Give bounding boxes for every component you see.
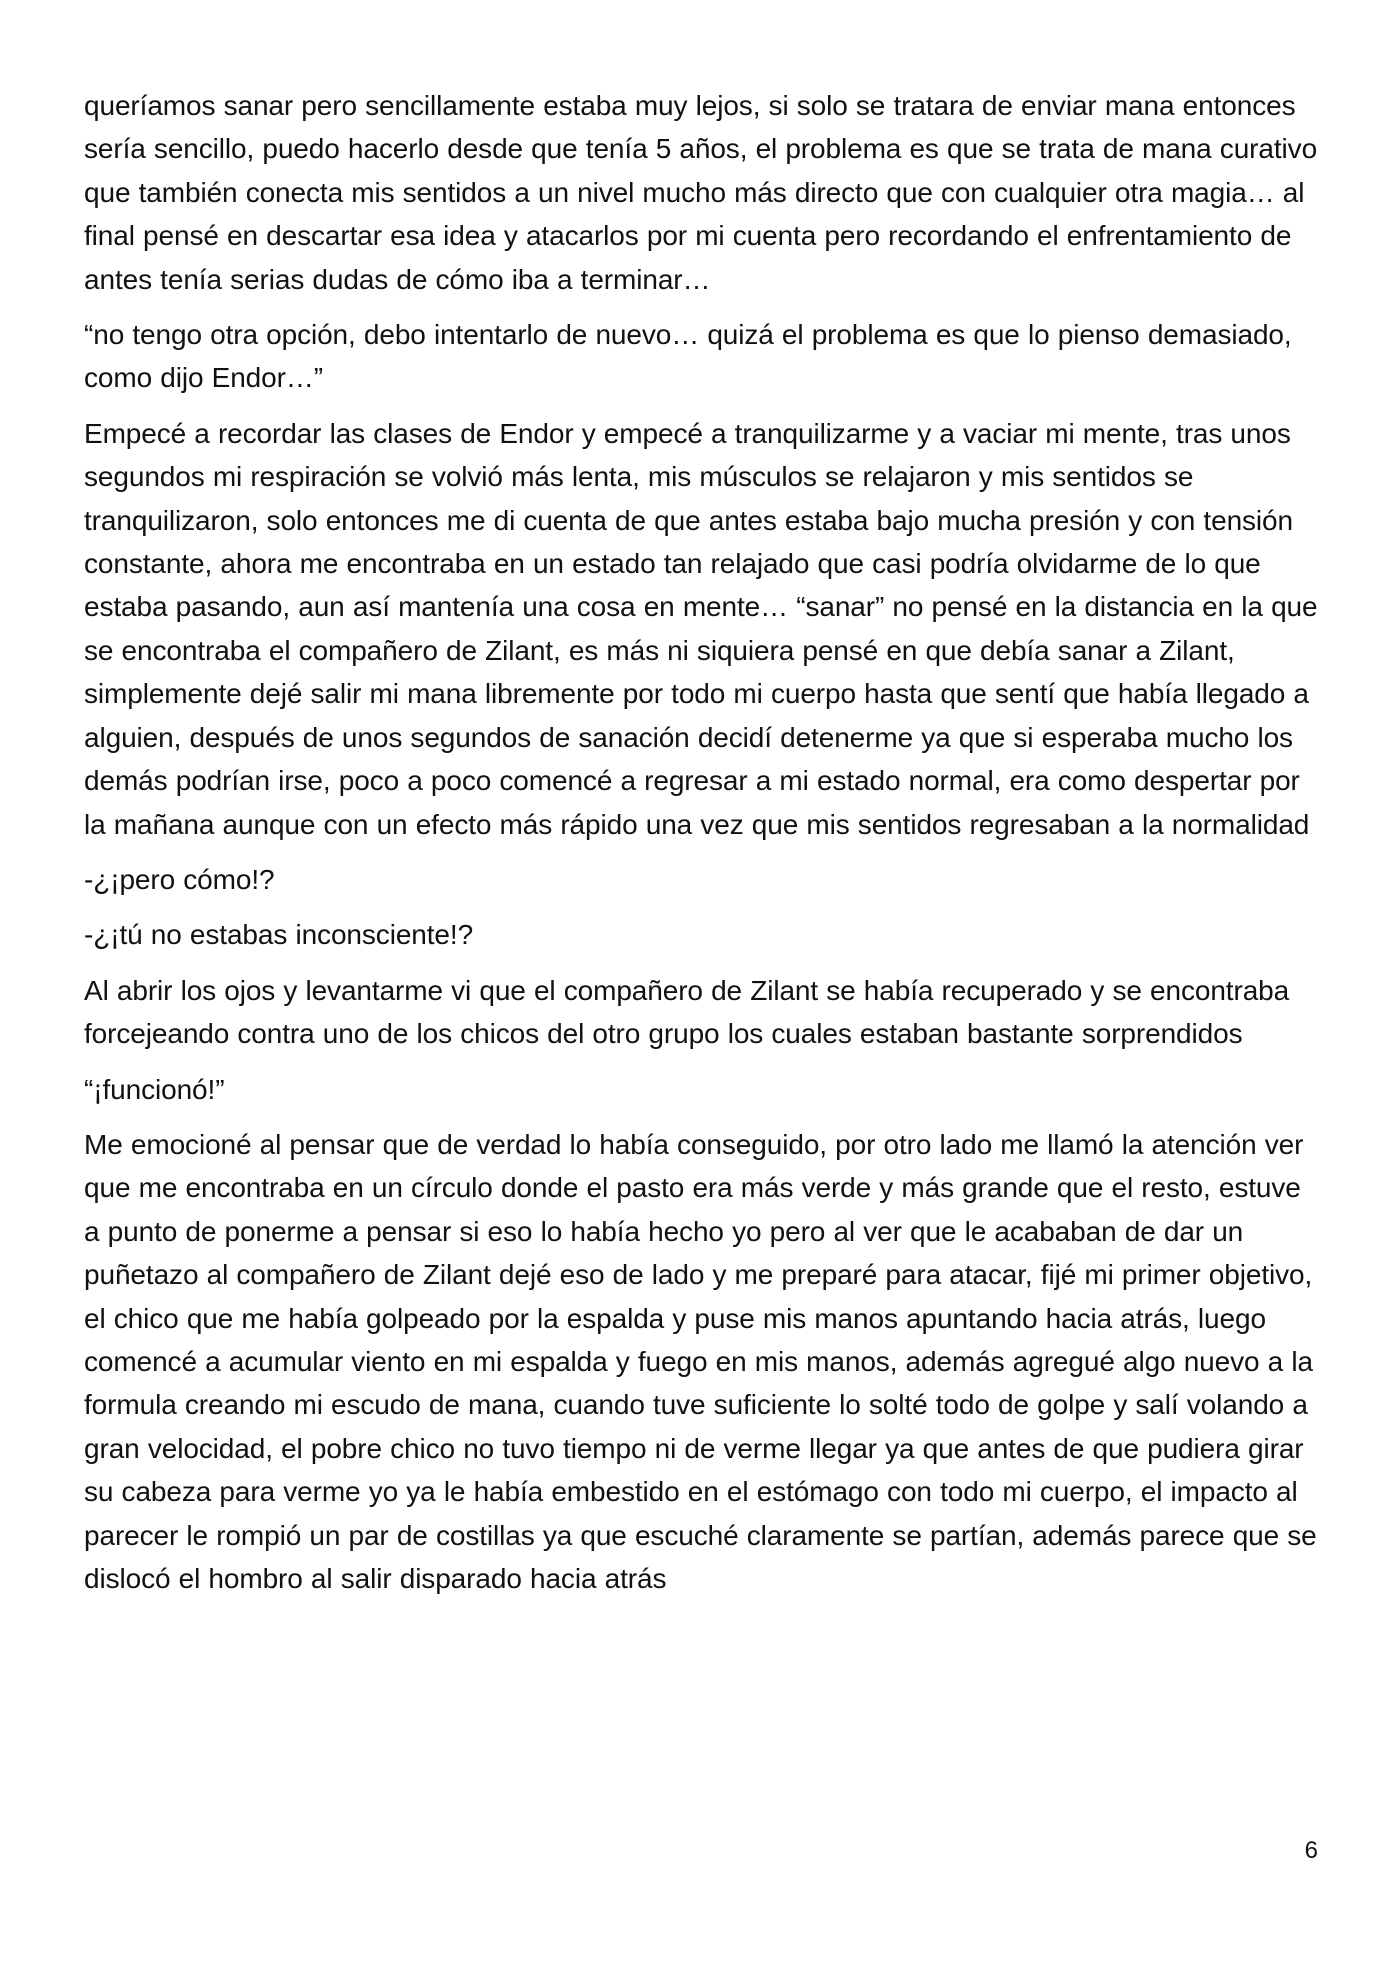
paragraph: “¡funcionó!” <box>84 1073 225 1105</box>
paragraph: Empecé a recordar las clases de Endor y empecé a tranquilizarme y a vaciar mi mente, tras unos segundos mi respiración se volvió más lenta, mis músculos se relajaron y mis sentidos se tranquilizaron, solo entonces me di cuenta de que antes estaba bajo mucha presión y con tensión constante, ahora me encontraba en un estado tan relajado que casi podría olvidarme de lo que estaba pasando, aun así mantenía una cosa en mente… “sanar” no pensé en la distancia en la que se encontraba el compañero de Zilant, es más ni siquiera pensé en que debía sanar a Zilant, simplemente dejé salir mi mana libremente por todo mi cuerpo hasta que sentí que había llegado a alguien, después de unos segundos de sanación decidí detenerme ya que si esperaba mucho los demás podrían irse, poco a poco comencé a regresar a mi estado normal, era como despertar por la mañana aunque con un efecto más rápido una vez que mis sentidos regresaban a la normalidad <box>84 417 1318 840</box>
paragraph: “no tengo otra opción, debo intentarlo de nuevo… quizá el problema es que lo pienso demasiado, como dijo Endor…” <box>84 319 1292 394</box>
paragraph: Al abrir los ojos y levantarme vi que el compañero de Zilant se había recuperado y se encontraba forcejeando contra uno de los chicos del otro grupo los cuales estaban bastante sorprendidos <box>84 974 1290 1050</box>
paragraph: queríamos sanar pero sencillamente estaba muy lejos, si solo se tratara de enviar mana entonces sería sencillo, puedo hacerlo desde que tenía 5 años, el problema es que se trata de mana curativo que también conecta mis sentidos a un nivel mucho más directo que con cualquier otra magia… al final pensé en descartar esa idea y atacarlos por mi cuenta pero recordando el enfrentamiento de antes tenía serias dudas de cómo iba a terminar… <box>84 90 1318 295</box>
paragraph: -¿¡pero cómo!? <box>84 863 275 895</box>
paragraph: -¿¡tú no estabas inconsciente!? <box>84 919 474 951</box>
paragraph: Me emocioné al pensar que de verdad lo había conseguido, por otro lado me llamó la atención ver que me encontraba en un círculo donde el pasto era más verde y más grande que el resto, estuve a punto de ponerme a pensar si eso lo había hecho yo pero al ver que le acababan de dar un puñetazo al compañero de Zilant dejé eso de lado y me preparé para atacar, fijé mi primer objetivo, el chico que me había golpeado por la espalda y puse mis manos apuntando hacia atrás, luego comencé a acumular viento en mi espalda y fuego en mis manos, además agregué algo nuevo a la formula creando mi escudo de mana, cuando tuve suficiente lo solté todo de golpe y salí volando a gran velocidad, el pobre chico no tuvo tiempo ni de verme llegar ya que antes de que pudiera girar su cabeza para verme yo ya le había embestido en el estómago con todo mi cuerpo, el impacto al parecer le rompió un par de costillas ya que escuché claramente se partían, además parece que se dislocó el hombro al salir disparado hacia atrás <box>84 1128 1317 1594</box>
page-body-text <box>84 84 1320 1612</box>
page-number: 6 <box>1304 1837 1318 1864</box>
